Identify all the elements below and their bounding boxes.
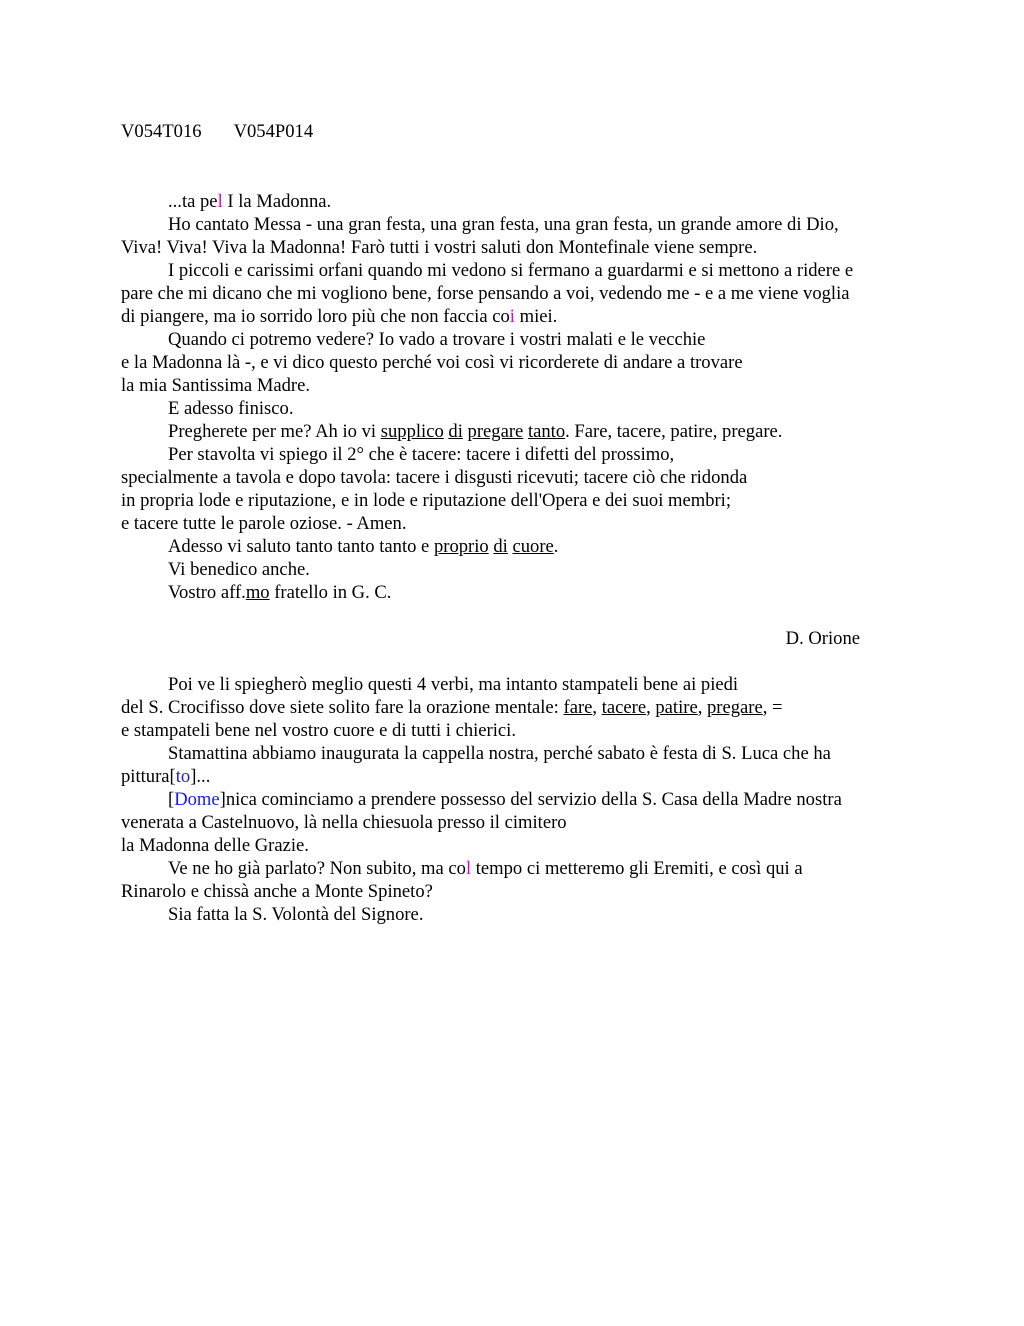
paragraph-mass: Ho cantato Messa - una gran festa, una gran festa, una gran festa, un grande amore di Dio, Viva! Viva! Viva la Madonna! Farò tutti i vostri saluti don Montefinale viene sempre. — [121, 214, 839, 258]
paragraph-silence: Per stavolta vi spiego il 2° che è tacere: tacere i difetti del prossimo, specialmente a tavola e dopo tavola: tacere i disgusti ricevuti; tacere ciò che ridonda in propria lode e riputazione, e in lode e riputazione dell'Opera e dei suoi membri; e tacere tutte le parole oziose. - Amen. — [121, 444, 748, 534]
postscript-hermits: Ve ne ho già parlato? Non subito, ma col tempo ci metteremo gli Eremiti, e così qui a Rinarolo e chissà anche a Monte Spineto? — [121, 858, 803, 902]
paragraph-visit: Quando ci potremo vedere? Io vado a trovare i vostri malati e le vecchie e la Madonna là -, e vi dico questo perché voi così vi ricorderete di andare a trovare la mia Santissima Madre. — [121, 329, 743, 396]
volume-code: V054T016 — [121, 121, 202, 142]
editorial-insert: Dome — [174, 789, 220, 810]
postscript-verbs: Poi ve li spiegherò meglio questi 4 verbi, ma intanto stampateli bene ai piedi del S. Crocifisso dove siete solito fare la orazione mentale: fare, tacere, patire, pregare, = e stampateli bene nel vostro cuore e di tutti i chierici. — [121, 674, 783, 741]
inserted-letter: l — [465, 858, 472, 879]
letter-body — [121, 190, 860, 926]
paragraph-prayer: Pregherete per me? Ah io vi supplico di pregare tanto. Fare, tacere, patire, pregare. — [168, 421, 783, 442]
paragraph-orphans: I piccoli e carissimi orfani quando mi vedono si fermano a guardarmi e si mettono a ridere e pare che mi dicano che mi vogliono bene, forse pensando a voi, vedendo me - e a me viene voglia di piangere, ma io sorrido loro più che non faccia coi miei. — [121, 260, 854, 327]
signature: D. Orione — [785, 628, 860, 649]
document-header — [121, 121, 313, 143]
opening-line: ...ta pel I la Madonna. — [168, 191, 332, 212]
postscript-sunday: [Dome]nica cominciamo a prendere possesso del servizio della S. Casa della Madre nostra venerata a Castelnuovo, là nella chiesuola presso il cimitero la Madonna delle Grazie. — [121, 789, 842, 856]
paragraph-blessing: Vi benedico anche. — [168, 559, 310, 580]
valediction: Vostro aff.mo fratello in G. C. — [168, 582, 392, 603]
postscript-chapel: Stamattina abbiamo inaugurata la cappella nostra, perché sabato è festa di S. Luca che ha pittura[to]... — [121, 743, 831, 787]
editorial-insert: to — [175, 766, 191, 787]
inserted-letter: l — [217, 191, 223, 212]
paragraph-closing: E adesso finisco. — [168, 398, 294, 419]
inserted-letter: i — [509, 306, 515, 327]
paragraph-greeting: Adesso vi saluto tanto tanto tanto e proprio di cuore. — [168, 536, 559, 557]
postscript-closing: Sia fatta la S. Volontà del Signore. — [168, 904, 424, 925]
page-code: V054P014 — [233, 121, 314, 142]
